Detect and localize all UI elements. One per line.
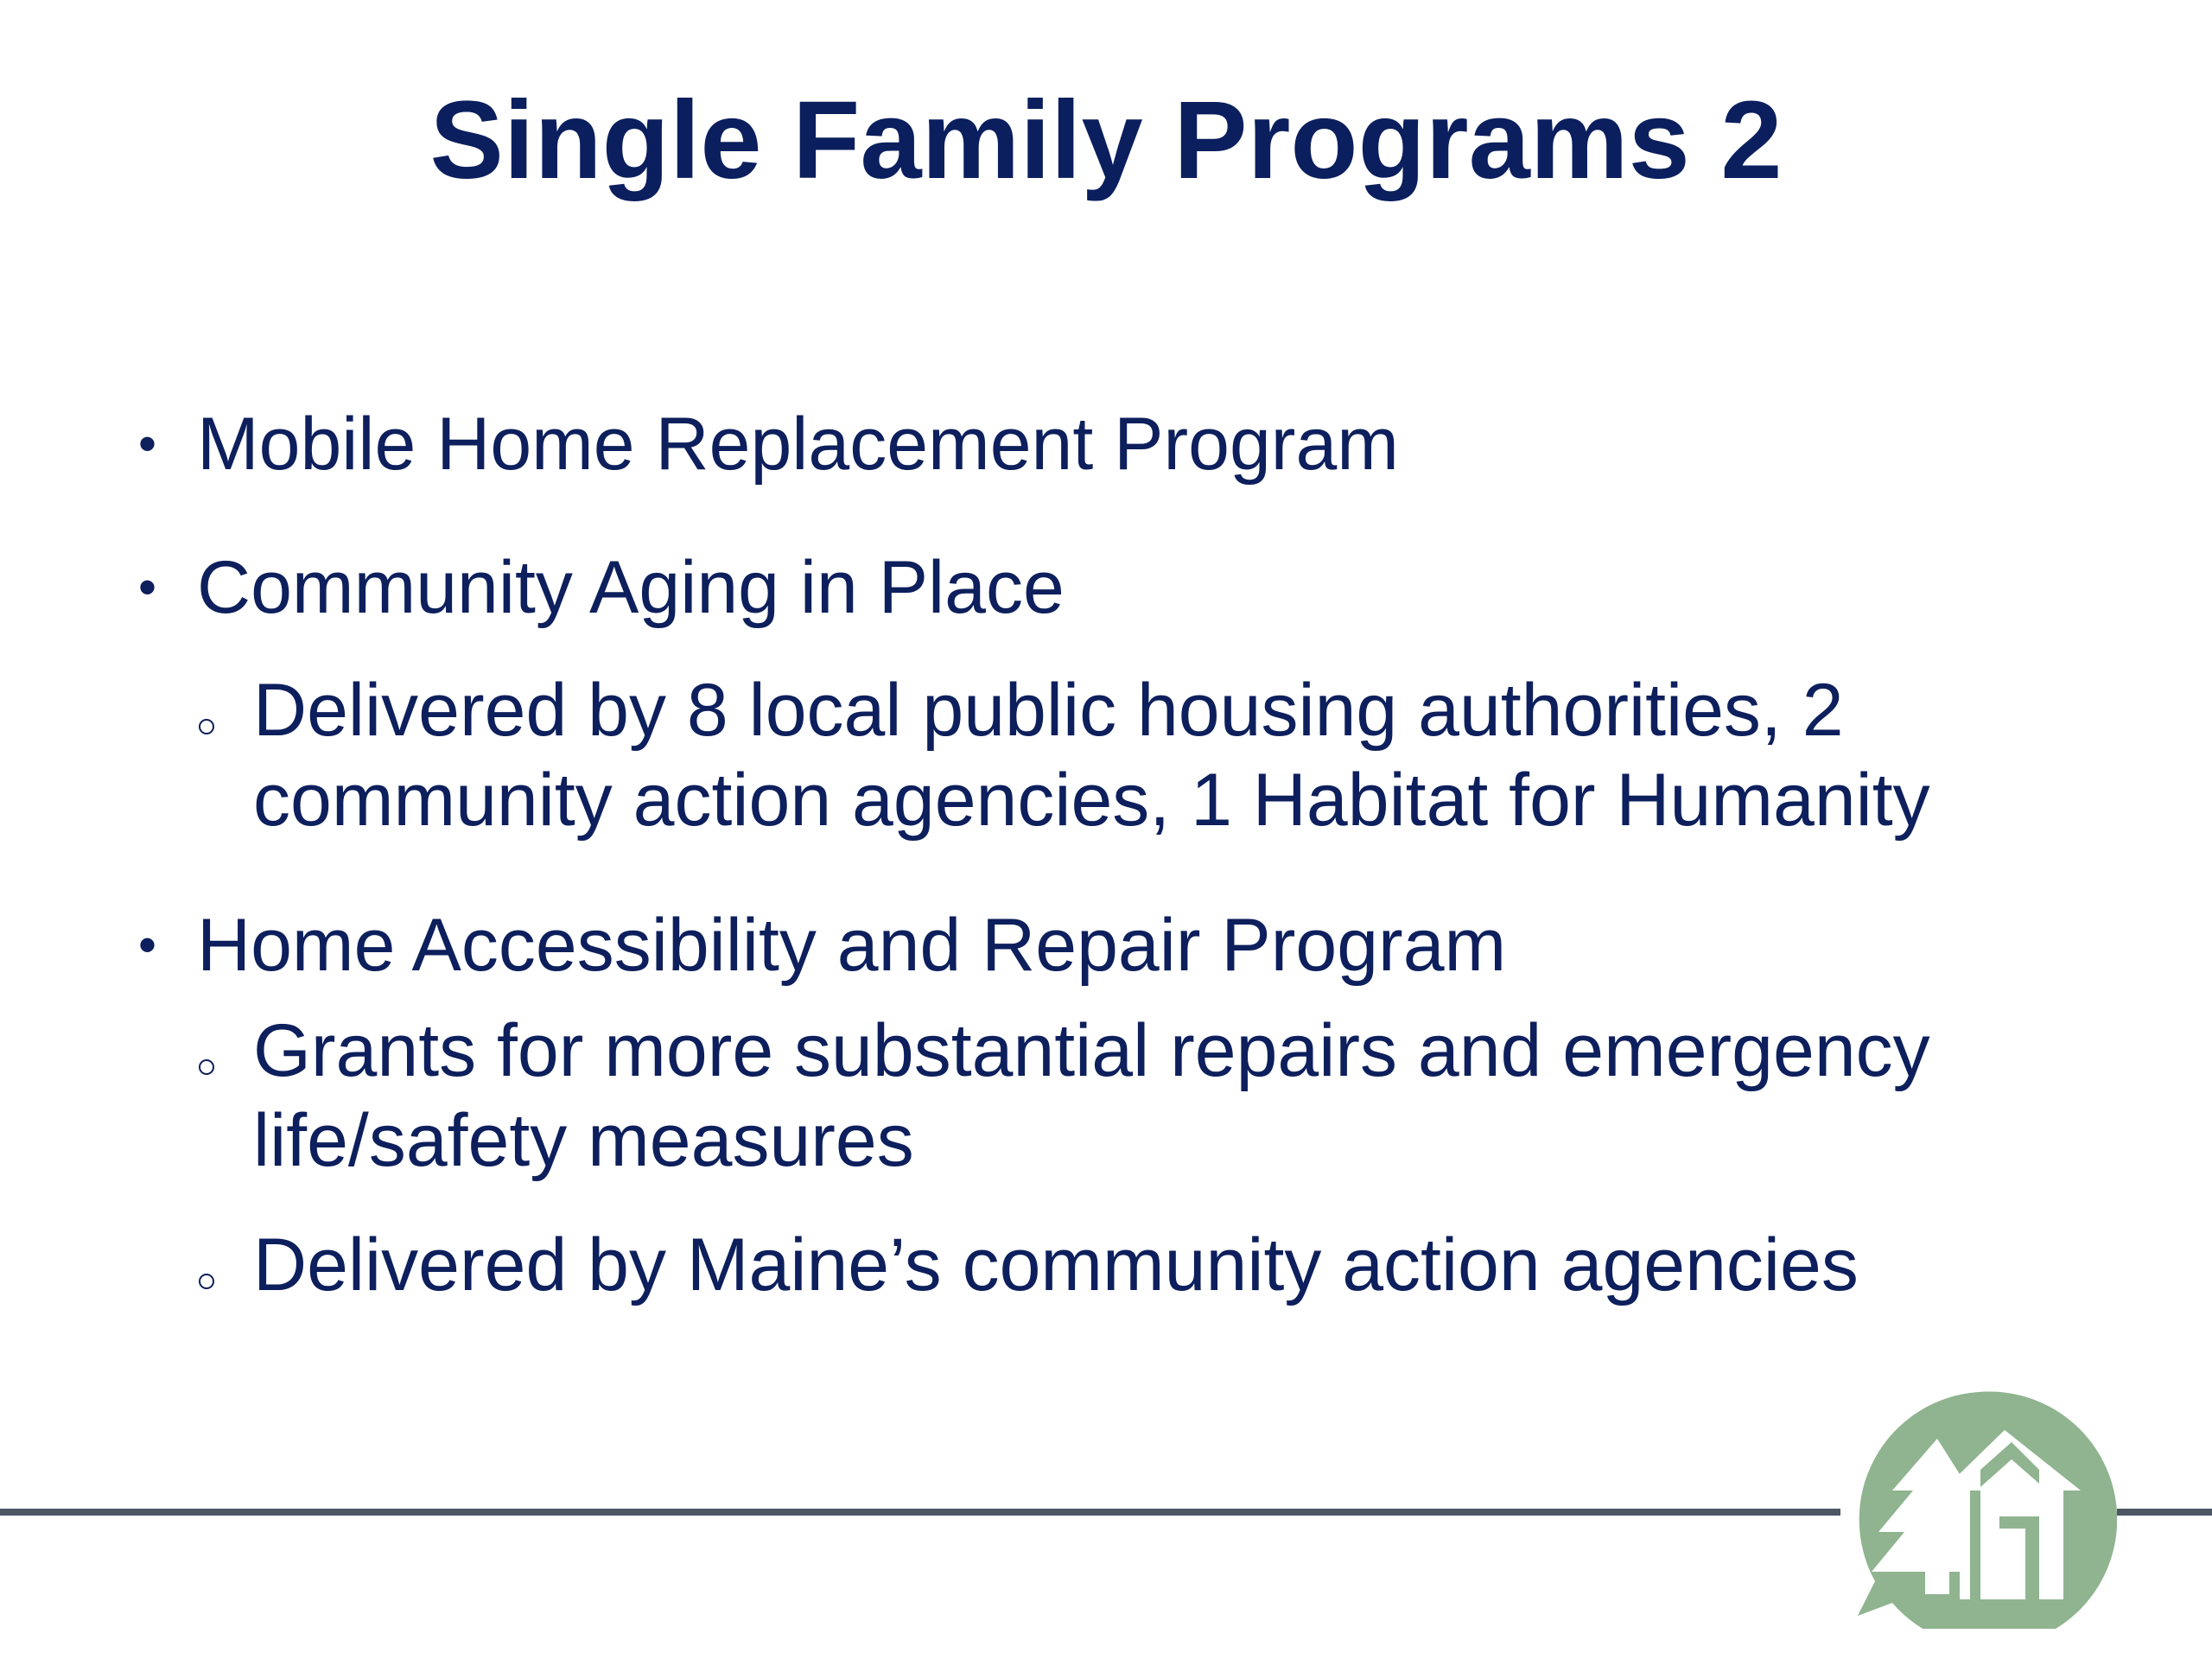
slide-title: Single Family Programs 2 bbox=[429, 79, 1783, 202]
subbullet-line: Grants for more substantial repairs and emergency bbox=[253, 1009, 1930, 1092]
bullet-marker: • bbox=[138, 558, 157, 616]
hollow-circle-bullet-icon bbox=[194, 1237, 220, 1327]
subbullet-text bbox=[253, 665, 2024, 845]
subbullet-line: Delivered by 8 local public housing authorities, 2 bbox=[253, 669, 1844, 752]
subbullet-text bbox=[253, 1006, 2024, 1185]
hollow-circle-bullet-icon bbox=[194, 1023, 220, 1113]
subbullet-text bbox=[253, 1220, 2024, 1310]
bullet-marker: • bbox=[138, 415, 157, 473]
bullet-text: Community Aging in Place bbox=[197, 546, 1065, 629]
bullet-text: Mobile Home Replacement Program bbox=[197, 403, 1399, 486]
subbullet-line: Delivered by Maine’s community action agencies bbox=[253, 1224, 1859, 1306]
house-tree-logo-icon bbox=[1840, 1387, 2117, 1629]
bullet-text: Home Accessibility and Repair Program bbox=[197, 904, 1507, 987]
subbullet-line: life/safety measures bbox=[253, 1099, 914, 1182]
bullet-marker: • bbox=[138, 916, 157, 974]
subbullet-line: community action agencies, 1 Habitat for Humanity bbox=[253, 759, 1930, 842]
hollow-circle-bullet-icon bbox=[194, 683, 220, 772]
